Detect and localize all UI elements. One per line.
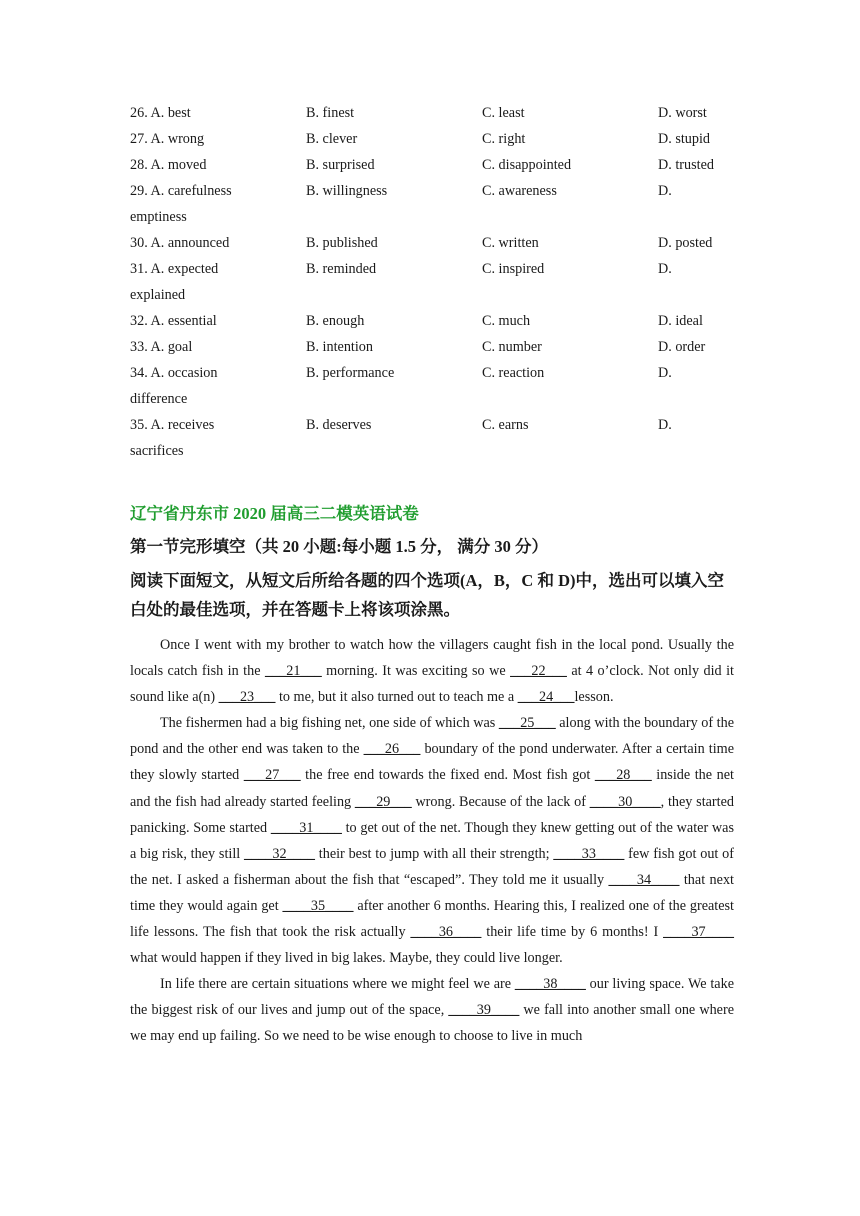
option-b: B. clever [306, 131, 358, 147]
blank-number: ___23___ [218, 689, 276, 706]
passage-text: their best to jump with all their strength; [314, 845, 554, 862]
passage-text: morning. It was exciting so we [321, 663, 511, 680]
passage-text: , they started panicking. Some started [130, 793, 734, 836]
option-a: 35. A. receives [130, 417, 215, 433]
option-d: D. order [658, 339, 706, 355]
instructions: 阅读下面短文，从短文后所给各题的四个选项(A，B，C 和 D)中，选出可以填入空白处的最佳选项，并在答题卡上将该项涂黑。 [130, 571, 724, 619]
answer-options [130, 100, 740, 464]
passage-text: boundary of the pond underwater. After a certain time they slowly started [130, 741, 734, 784]
blank-number: ____38____ [514, 976, 586, 993]
option-d: D. [658, 261, 672, 277]
option-a: 26. A. best [130, 105, 191, 121]
blank-number: ___22___ [510, 663, 567, 680]
passage-text: we fall into another small one where we may end up failing. So we need to be wise enough to choose to live in much [130, 1002, 734, 1045]
option-b: B. published [306, 235, 378, 251]
blank-number: ____36____ [410, 924, 482, 941]
option-a: 32. A. essential [130, 313, 217, 329]
option-row [130, 152, 740, 178]
passage-paragraph-1 [130, 632, 734, 710]
option-b: B. deserves [306, 417, 372, 433]
blank-number: ___25___ [498, 715, 556, 732]
option-a: 33. A. goal [130, 339, 193, 355]
option-c: C. inspired [482, 261, 545, 277]
option-d: D. [658, 417, 672, 433]
passage [130, 632, 734, 1050]
blank-number: ___24___ [517, 689, 575, 706]
blank-number: ___29___ [354, 793, 412, 810]
blank-number: ___21___ [264, 663, 322, 680]
option-c: C. awareness [482, 183, 557, 199]
passage-text: lesson. [574, 689, 614, 706]
blank-number: ____32____ [244, 845, 315, 862]
option-c: C. disappointed [482, 157, 572, 173]
option-row [130, 230, 740, 256]
option-d-wrap: emptiness [130, 209, 187, 225]
option-b: B. willingness [306, 183, 388, 199]
option-a: 27. A. wrong [130, 131, 205, 147]
option-a: 30. A. announced [130, 235, 230, 251]
passage-paragraph-2 [130, 710, 734, 971]
option-row [130, 360, 740, 386]
option-a: 29. A. carefulness [130, 183, 232, 199]
option-b: B. finest [306, 105, 355, 121]
passage-text: wrong. Because of the lack of [411, 793, 590, 810]
blank-number: ____35____ [282, 897, 354, 914]
option-d: D. ideal [658, 313, 703, 329]
option-c: C. written [482, 235, 539, 251]
passage-text: what would happen if they lived in big lakes. Maybe, they could live longer. [130, 950, 563, 967]
option-d-wrap: difference [130, 391, 188, 407]
option-c: C. much [482, 313, 531, 329]
blank-number: ____37____ [663, 924, 734, 941]
option-c: C. number [482, 339, 542, 355]
option-b: B. intention [306, 339, 373, 355]
option-row [130, 412, 740, 438]
blank-number: ____33____ [553, 845, 625, 862]
option-d-wrap: explained [130, 287, 186, 303]
option-row [130, 334, 740, 360]
option-b: B. performance [306, 365, 395, 381]
passage-text: that next time they would again get [130, 871, 734, 914]
option-d: D. trusted [658, 157, 714, 173]
option-b: B. surprised [306, 157, 375, 173]
blank-number: ____39____ [448, 1002, 520, 1019]
option-row [130, 100, 740, 126]
option-row [130, 126, 740, 152]
passage-text: after another 6 months. Hearing this, I realized one of the greatest life lessons. The fish that took the risk actually [130, 897, 734, 941]
option-c: C. right [482, 131, 526, 147]
passage-text: The fishermen had a big fishing net, one side of which was [160, 715, 499, 732]
exam-title: 辽宁省丹东市 2020 届高三二模英语试卷 [130, 504, 419, 523]
blank-number: ____31____ [270, 819, 342, 836]
option-c: C. earns [482, 417, 529, 433]
option-d: D. stupid [658, 131, 711, 147]
option-b: B. reminded [306, 261, 377, 277]
passage-text: to get out of the net. Though they knew getting out of the water was a big risk, they still [130, 819, 734, 862]
option-d: D. worst [658, 105, 707, 121]
blank-number: ___27___ [243, 767, 301, 784]
blank-number: ___26___ [363, 741, 421, 758]
passage-text: inside the net and the fish had already started feeling [130, 767, 734, 810]
passage-text: to me, but it also turned out to teach me a [275, 689, 518, 706]
passage-text: few fish got out of the net. I asked a fisherman about the fish that “escaped”. They told me it usually [130, 845, 734, 888]
blank-number: ____34____ [608, 871, 680, 888]
passage-paragraph-3 [130, 971, 734, 1049]
option-row [130, 178, 740, 204]
option-d: D. posted [658, 235, 713, 251]
section-heading: 第一节完形填空（共 20 小题:每小题 1.5 分， 满分 30 分） [130, 537, 548, 556]
passage-text: along with the boundary of the pond and the other end was taken to the [130, 715, 734, 758]
option-d: D. [658, 183, 672, 199]
option-a: 31. A. expected [130, 261, 219, 277]
passage-text: our living space. We take the biggest risk of our lives and jump out of the space, [130, 976, 734, 1019]
passage-text: at 4 o’clock. Not only did it sound like a(n) [130, 663, 734, 706]
blank-number: ___28___ [594, 767, 652, 784]
passage-text: their life time by 6 months! I [481, 924, 664, 941]
passage-text: Once I went with my brother to watch how the villagers caught fish in the local pond. Usually the locals catch fish in the [130, 637, 734, 680]
option-row [130, 256, 740, 282]
passage-text: the free end towards the fixed end. Most fish got [300, 767, 595, 784]
option-row [130, 308, 740, 334]
option-c: C. least [482, 105, 525, 121]
option-b: B. enough [306, 313, 365, 329]
option-d-wrap: sacrifices [130, 443, 184, 459]
blank-number: ____30____ [589, 793, 661, 810]
option-c: C. reaction [482, 365, 545, 381]
option-a: 28. A. moved [130, 157, 207, 173]
option-a: 34. A. occasion [130, 365, 218, 381]
option-d: D. [658, 365, 672, 381]
passage-text: In life there are certain situations where we might feel we are [160, 976, 515, 993]
